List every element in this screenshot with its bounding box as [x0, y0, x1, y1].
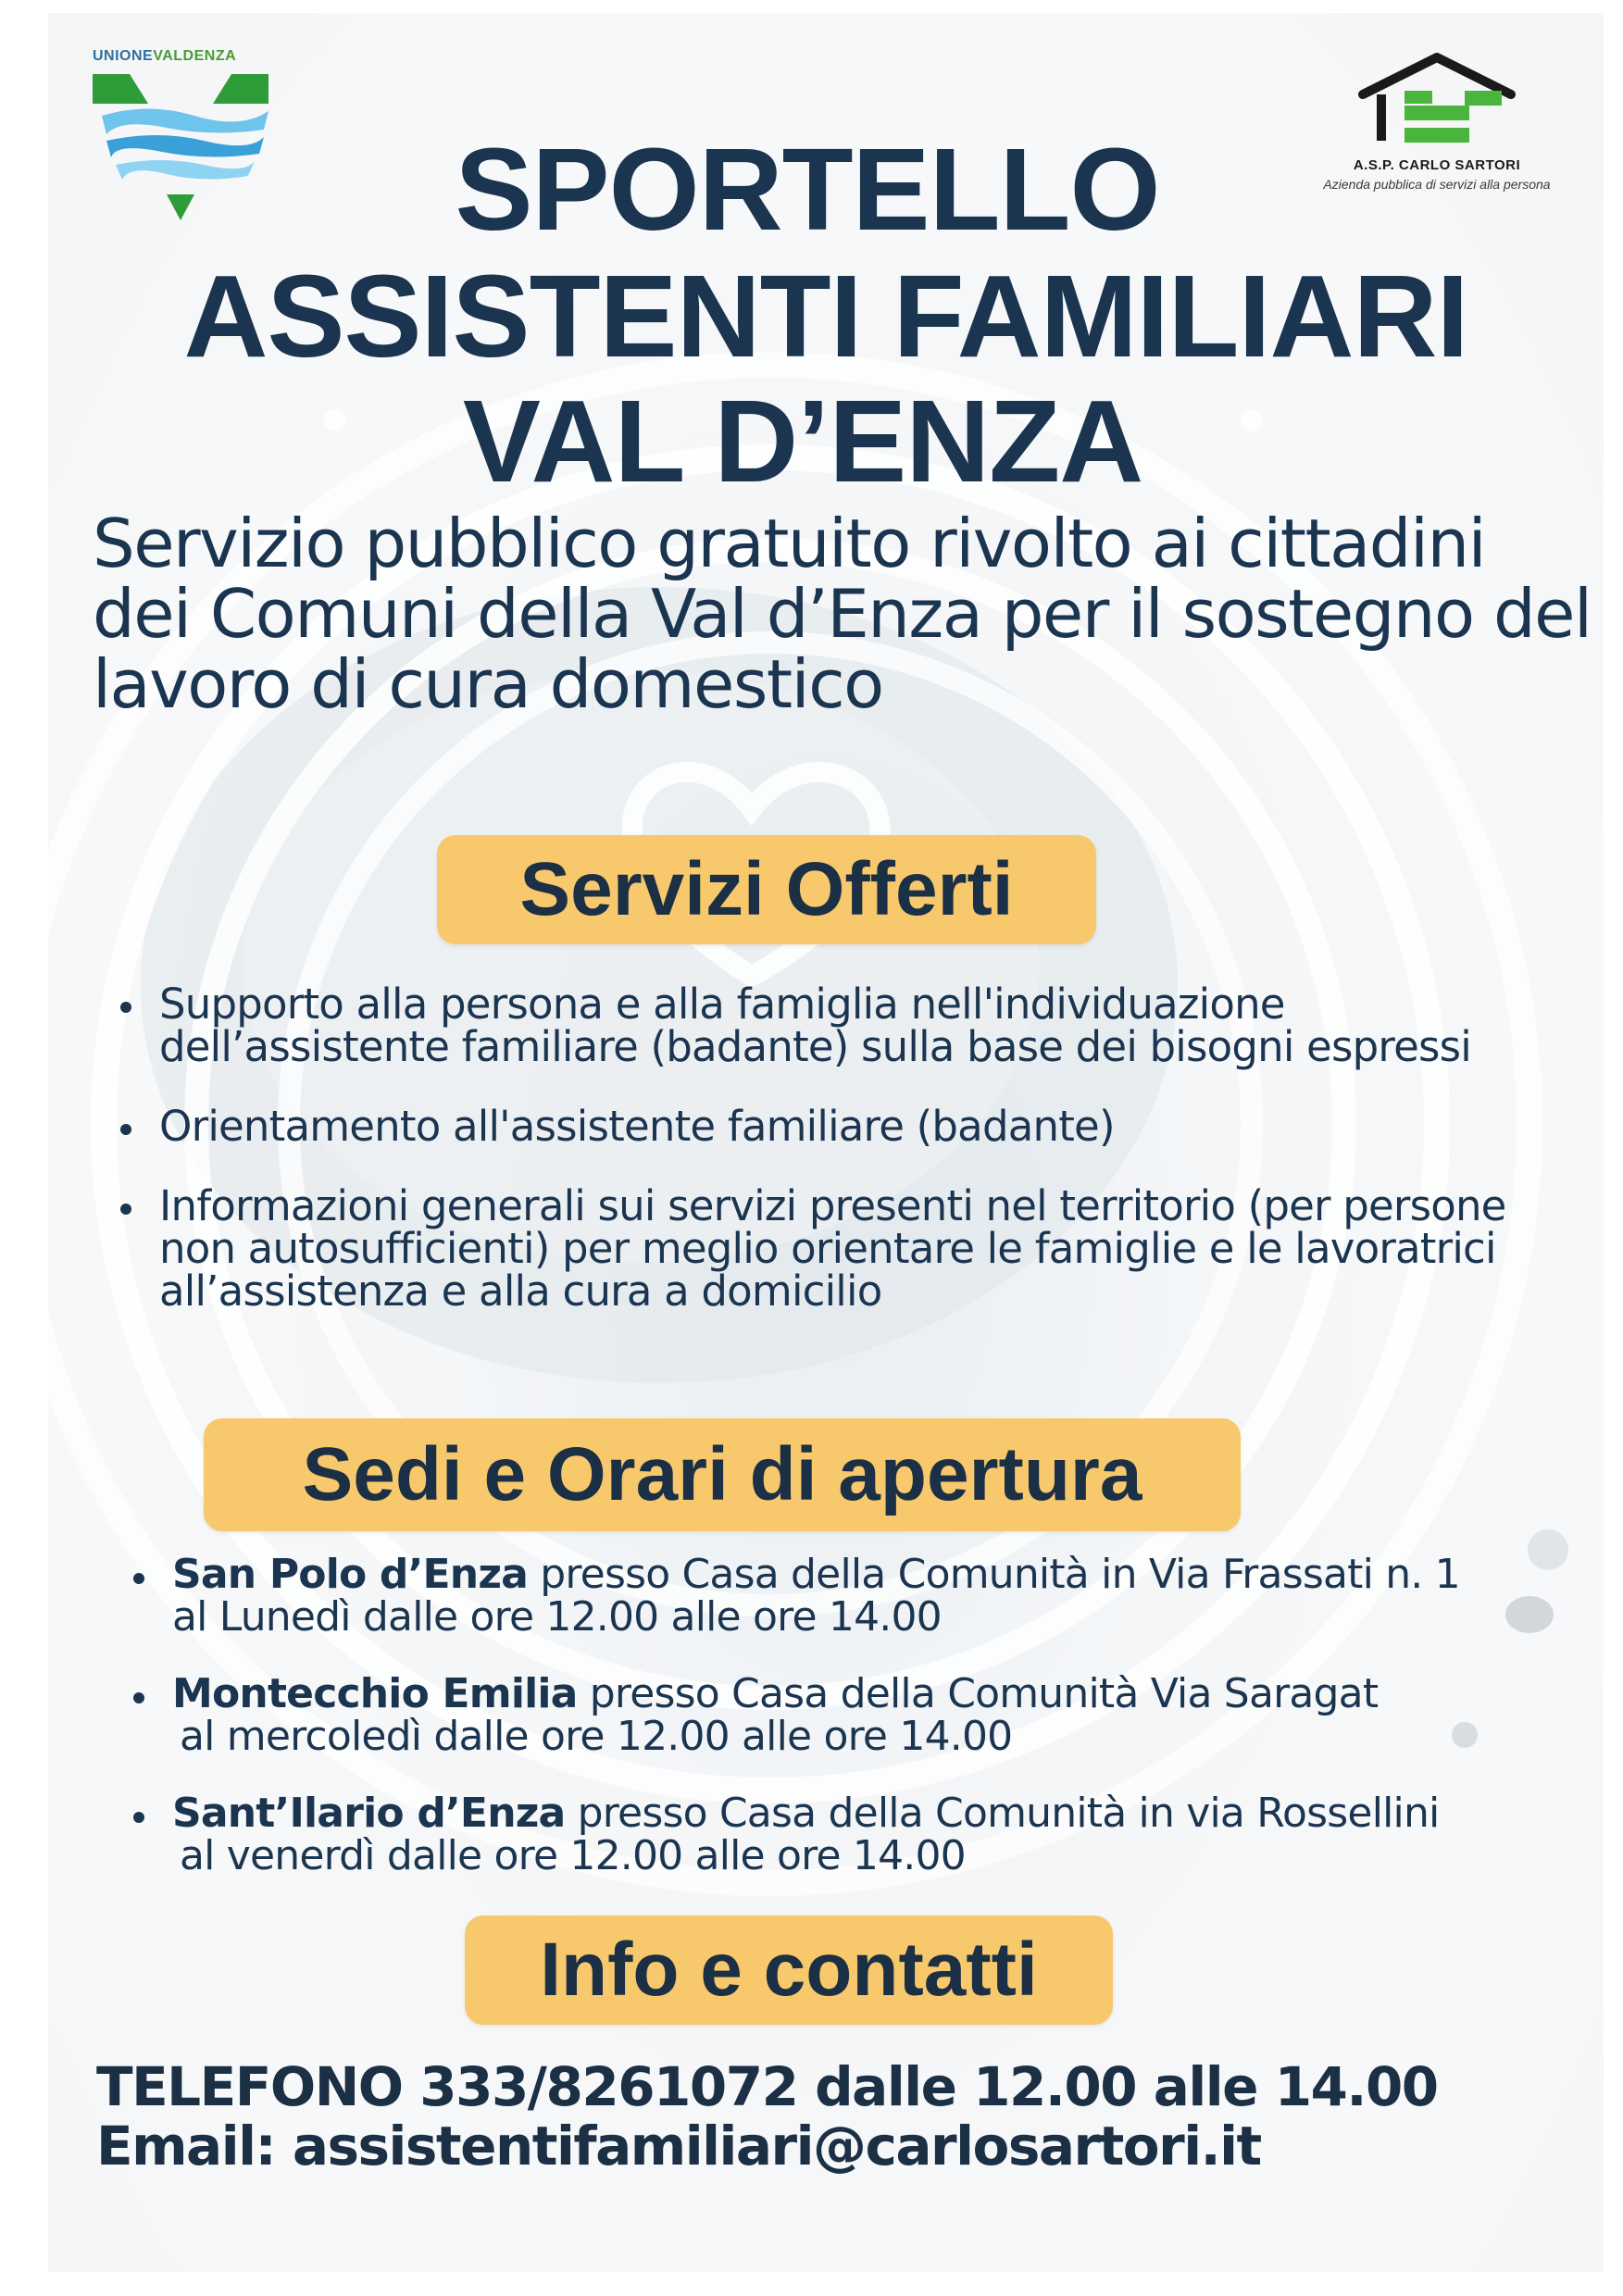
services-heading: Servizi Offerti: [437, 835, 1096, 944]
list-item: [133, 1670, 1596, 1760]
contact-block: [96, 2057, 1596, 2176]
phone-line[interactable]: TELEFONO 333/8261072 dalle 12.00 alle 14.00: [96, 2055, 1438, 2118]
title-line-2: ASSISTENTI FAMILIARI: [183, 251, 1468, 381]
poster: [48, 13, 1604, 2272]
list-item: Informazioni generali sui servizi presenti nel territorio (per persone non autosufficienti) per meglio orientare le famiglie e le lavoratrici all’assistenza e alla cura a domicilio: [120, 1185, 1583, 1313]
venue-place: Sant’Ilario d’Enza: [172, 1790, 566, 1837]
list-item: [133, 1792, 1596, 1878]
list-item: Orientamento all'assistente familiare (badante): [120, 1105, 1583, 1148]
list-item: Supporto alla persona e alla famiglia nell'individuazione dell’assistente familiare (badante) sulla base dei bisogni espressi: [120, 983, 1583, 1068]
venue-hours: al Lunedì dalle ore 12.00 alle ore 14.00: [172, 1593, 942, 1641]
subtitle: Servizio pubblico gratuito rivolto ai cittadini dei Comuni della Val d’Enza per il sostegno del lavoro di cura domestico: [93, 505, 1592, 723]
services-list: [120, 980, 1583, 1350]
venue-place: Montecchio Emilia: [172, 1670, 578, 1717]
venue-address: presso Casa della Comunità in Via Frassati n. 1: [540, 1551, 1460, 1598]
logo-left-name: [93, 48, 278, 65]
venue-hours: al mercoledì dalle ore 12.00 alle ore 14.00: [180, 1713, 1013, 1760]
venue-hours: al venerdì dalle ore 12.00 alle ore 14.00: [180, 1832, 966, 1879]
logo-left-name-part2: VALDENZA: [153, 48, 237, 64]
venue-place: San Polo d’Enza: [172, 1551, 529, 1598]
venues-heading: Sedi e Orari di apertura: [204, 1418, 1241, 1531]
email-line[interactable]: Email: assistentifamiliari@carlosartori.it: [96, 2115, 1261, 2177]
venue-address: presso Casa della Comunità Via Saragat: [589, 1670, 1379, 1717]
title-line-3: VAL D’ENZA: [462, 376, 1143, 506]
logo-right-org: A.S.P. CARLO SARTORI: [1353, 157, 1521, 173]
logo-left-name-part1: UNIONE: [93, 48, 154, 64]
logo-right-tagline: Azienda pubblica di servizi alla persona: [1323, 177, 1551, 192]
contacts-heading: Info e contatti: [465, 1915, 1113, 2025]
title-line-1: SPORTELLO: [455, 124, 1160, 255]
venues-list: [133, 1551, 1596, 1912]
venue-address: presso Casa della Comunità in via Rossellini: [577, 1790, 1440, 1837]
list-item: [133, 1551, 1596, 1641]
